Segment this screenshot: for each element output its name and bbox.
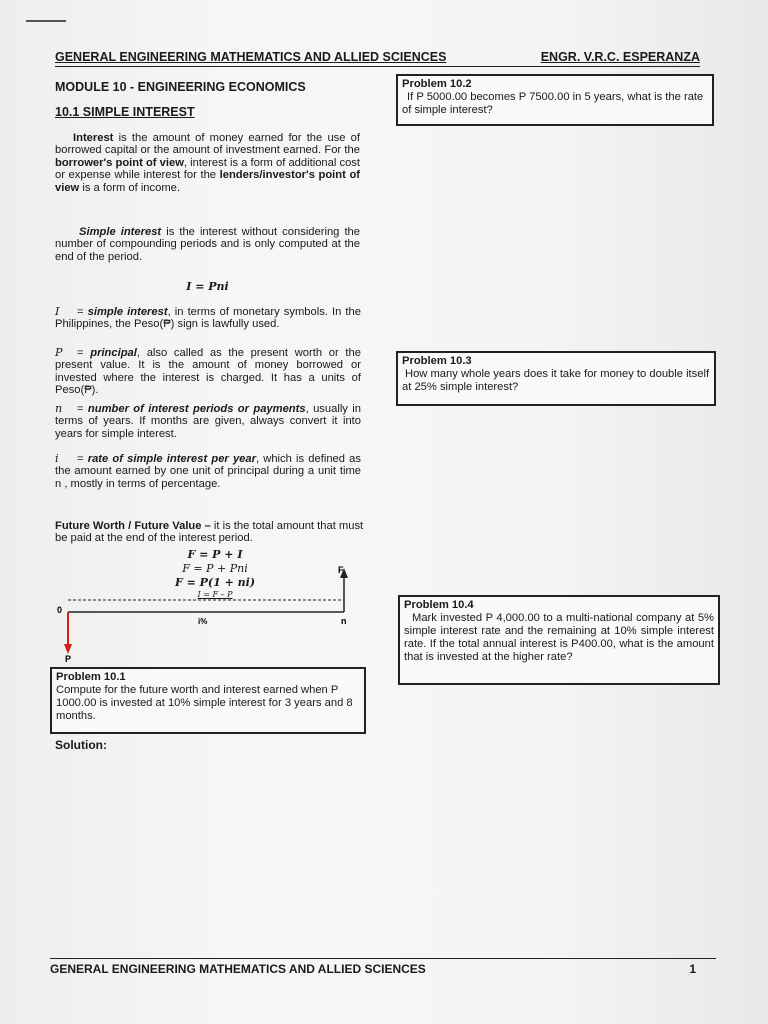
footer-course-title: GENERAL ENGINEERING MATHEMATICS AND ALLIED SCIENCES [50, 962, 426, 976]
corner-pen-mark [26, 20, 66, 22]
interest-term: Interest [73, 132, 114, 144]
problem-10-3-text: How many whole years does it take for money to double itself at 25% simple interest? [402, 368, 710, 393]
label-f: F [338, 565, 344, 575]
page-number: 1 [689, 962, 696, 976]
principal-arrowhead [64, 644, 72, 654]
page-header [55, 50, 700, 67]
text-simple-interest: , in terms of monetary symbols. In the Philippines, the Peso(₱) sign is lawfully used. [55, 306, 361, 331]
label-zero: 0 [57, 605, 63, 615]
simple-interest-paragraph [55, 226, 360, 263]
definition-interest: I = simple interest, in terms of monetary symbols. In the Philippines, the Peso(₱) sign is lawfully used. [55, 305, 361, 331]
future-worth-text: it is the total amount that must be paid at the end of the interest period. [55, 520, 364, 545]
interest-text-1: is the amount of money earned for the use of borrowed capital or the amount of investment earned. For the [55, 132, 360, 157]
equation-f-p-pni: F = P + Pni [182, 562, 248, 575]
term-principal: principal [90, 347, 137, 359]
future-worth-paragraph [55, 520, 365, 545]
definition-principal: P = principal, also called as the present worth or the present value. It is the amount of money borrowed or invested where the interest is charged. It has a units of Peso(₱). [55, 346, 361, 397]
text-periods: , usually in terms of years. If months are given, always convert it into years for simple interest. [55, 403, 361, 440]
symbol-i: I [55, 305, 60, 318]
problem-10-2-title: Problem 10.2 [402, 78, 472, 90]
symbol-n: n [55, 402, 63, 415]
problem-10-4-text: Mark invested P 4,000.00 to a multi-national company at 5% simple interest rate and the remaining at 10% simple interest rate. If the total annual interest is P400.00, what is the amount that is invested at the higher rate? [404, 612, 714, 663]
lender-term: lenders/investor's point of view [55, 169, 360, 194]
interest-text-2: , interest is a form of additional cost or expense while interest for the [55, 156, 361, 182]
borrower-term: borrower's point of view [55, 156, 184, 169]
page-footer [50, 958, 716, 975]
term-periods: number of interest periods or payments [87, 403, 306, 415]
term-rate: rate of simple interest per year [87, 453, 256, 465]
problem-10-4-box [398, 595, 720, 685]
simple-interest-term: Simple interest [79, 226, 162, 238]
definition-periods: n = number of interest periods or payments, usually in terms of years. If months are given, always convert it into years for simple interest. [55, 402, 361, 440]
problem-10-1-title: Problem 10.1 [56, 671, 126, 683]
cash-flow-diagram [55, 560, 365, 670]
problem-10-4-title: Problem 10.4 [404, 599, 474, 611]
problem-10-2-box [396, 74, 714, 126]
label-p: P [65, 654, 72, 664]
simple-interest-text: is the interest without considering the number of compounding periods and is only computed at the end of the period. [55, 226, 361, 263]
header-author: ENGR. V.R.C. ESPERANZA [540, 50, 700, 64]
section-title: 10.1 SIMPLE INTEREST [55, 105, 195, 119]
equation-f-p-1-ni: F = P(1 + ni) [174, 576, 256, 589]
text-rate: , which is defined as the amount earned by one unit of principal during a unit time n , mostly in terms of percentage. [55, 453, 361, 490]
equation-f-p-i: F = P + I [187, 548, 243, 561]
problem-10-3-box [396, 351, 716, 406]
definition-rate: i = rate of simple interest per year, which is defined as the amount earned by one unit of principal during a unit time n , mostly in terms of percentage. [55, 452, 361, 490]
label-n: n [341, 616, 347, 626]
equation-i-f-p: I = F – P [197, 590, 233, 599]
symbol-rate: i [55, 452, 59, 465]
simple-interest-formula: I = Pni [186, 280, 229, 293]
symbol-p: P [55, 346, 63, 359]
text-principal: , also called as the present worth or the present value. It is the amount of money borrowed or invested where the interest is charged. It has a units of Peso(₱). [55, 347, 361, 397]
problem-10-2-text: If P 5000.00 becomes P 7500.00 in 5 years, what is the rate of simple interest? [402, 91, 704, 116]
module-title: MODULE 10 - ENGINEERING ECONOMICS [55, 80, 306, 94]
label-rate: i% [198, 617, 208, 626]
problem-10-1-box [50, 667, 366, 734]
future-worth-term: Future Worth / Future Value – [55, 520, 211, 532]
interest-text-3: is a form of income. [79, 181, 180, 194]
problem-10-3-title: Problem 10.3 [402, 355, 472, 367]
problem-10-1-text: Compute for the future worth and interest earned when P 1000.00 is invested at 10% simple interest for 3 years and 8 months. [56, 684, 353, 722]
term-simple-interest: simple interest [87, 306, 168, 318]
interest-paragraph [55, 132, 360, 194]
solution-label: Solution: [55, 738, 107, 752]
header-course-title: GENERAL ENGINEERING MATHEMATICS AND ALLIED SCIENCES [55, 50, 447, 64]
